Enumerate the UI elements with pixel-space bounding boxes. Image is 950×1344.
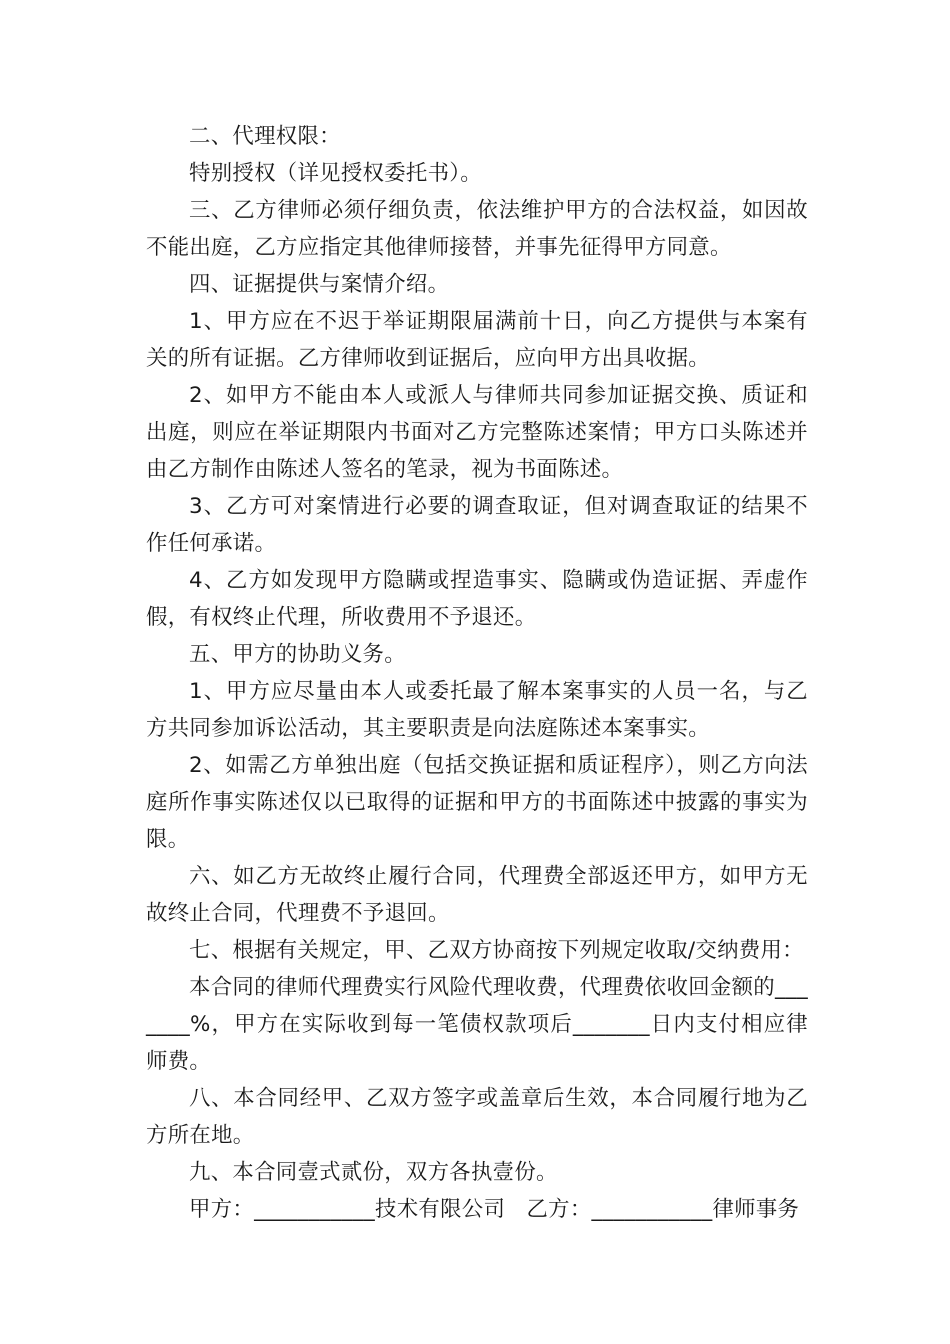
- section-6-paragraph: 六、如乙方无故终止履行合同，代理费全部返还甲方，如甲方无故终止合同，代理费不予退回。: [146, 864, 808, 926]
- section-7-fee-paragraph: 本合同的律师代理费实行风险代理收费，代理费依收回金额的_______%，甲方在实际收到每一笔债权款项后_______日内支付相应律师费。: [146, 975, 808, 1074]
- section-4-item-1: 1、甲方应在不迟于举证期限届满前十日，向乙方提供与本案有关的所有证据。乙方律师收到证据后，应向甲方出具收据。: [146, 309, 808, 371]
- section-5-item-1: 1、甲方应尽量由本人或委托最了解本案事实的人员一名，与乙方共同参加诉讼活动，其主要职责是向法庭陈述本案事实。: [146, 679, 808, 741]
- section-7-heading: 七、根据有关规定，甲、乙双方协商按下列规定收取/交纳费用：: [189, 938, 804, 963]
- section-2-content: 特别授权（详见授权委托书）。: [189, 161, 482, 186]
- section-5-heading: 五、甲方的协助义务。: [189, 642, 406, 667]
- section-3-paragraph: 三、乙方律师必须仔细负责，依法维护甲方的合法权益，如因故不能出庭，乙方应指定其他律师接替，并事先征得甲方同意。: [146, 198, 808, 260]
- signature-line: 甲方：___________技术有限公司 乙方：___________律师事务: [189, 1197, 800, 1222]
- section-4-heading: 四、证据提供与案情介绍。: [189, 272, 450, 297]
- section-4-item-4: 4、乙方如发现甲方隐瞒或捏造事实、隐瞒或伪造证据、弄虚作假，有权终止代理，所收费用不予退还。: [146, 568, 808, 630]
- section-2-heading: 二、代理权限：: [189, 124, 341, 149]
- section-4-item-2: 2、如甲方不能由本人或派人与律师共同参加证据交换、质证和出庭，则应在举证期限内书面对乙方完整陈述案情；甲方口头陈述并由乙方制作由陈述人签名的笔录，视为书面陈述。: [146, 383, 808, 482]
- document-page: [146, 118, 808, 1228]
- section-8-paragraph: 八、本合同经甲、乙双方签字或盖章后生效，本合同履行地为乙方所在地。: [146, 1086, 808, 1148]
- section-4-item-3: 3、乙方可对案情进行必要的调查取证，但对调查取证的结果不作任何承诺。: [146, 494, 808, 556]
- section-5-item-2: 2、如需乙方单独出庭（包括交换证据和质证程序），则乙方向法庭所作事实陈述仅以已取得的证据和甲方的书面陈述中披露的事实为限。: [146, 753, 808, 852]
- section-9-paragraph: 九、本合同壹式贰份，双方各执壹份。: [189, 1160, 558, 1185]
